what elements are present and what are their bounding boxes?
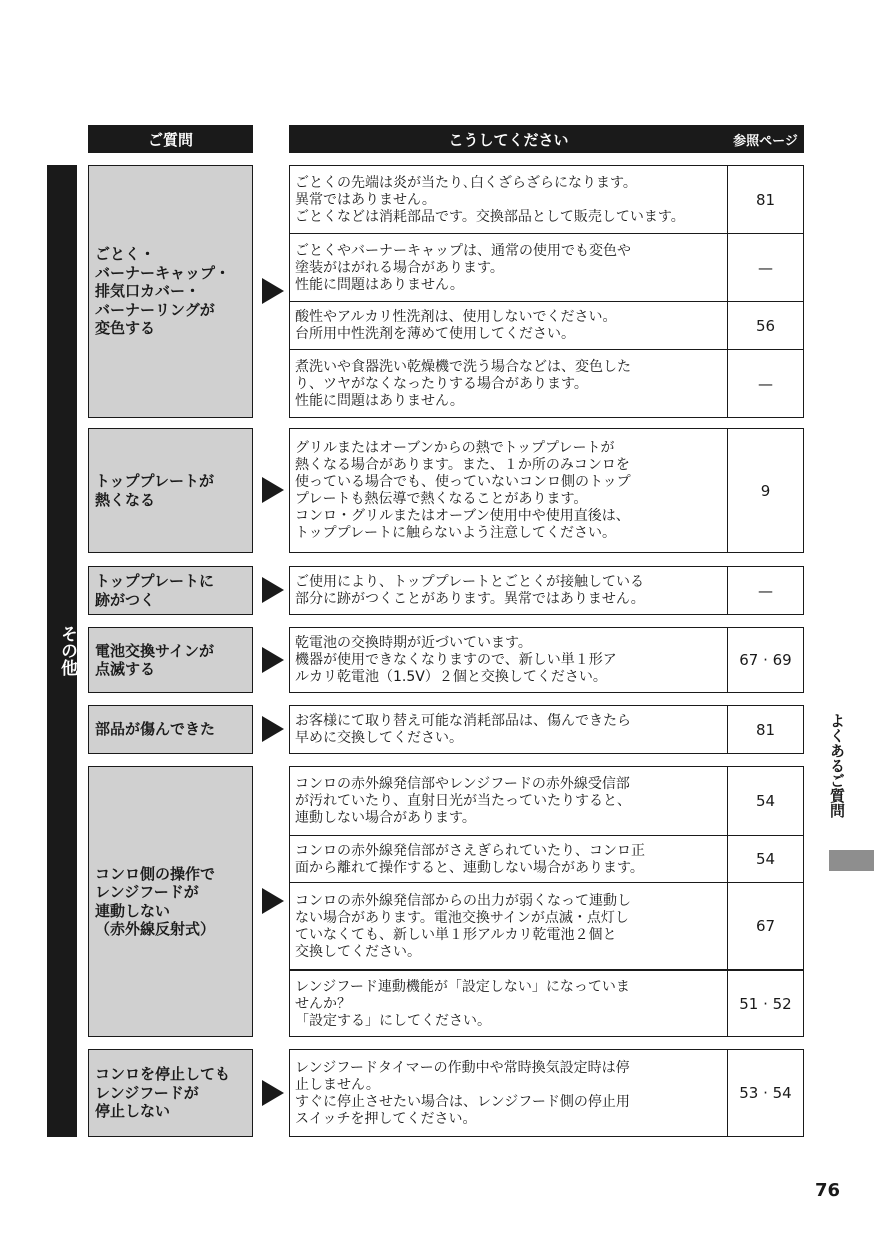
reference-page: 81 — [727, 705, 804, 754]
answer-cell: コンロの赤外線発信部からの出力が弱くなって連動し ない場合があります。電池交換サインが点滅・点灯し ていなくても、新しい単１形アルカリ乾電池２個と 交換してください。 — [289, 882, 728, 970]
reference-page: — — [727, 349, 804, 418]
answer-cell: コンロの赤外線発信部がさえぎられていたり、コンロ正 面から離れて操作すると、連動しない場合があります。 — [289, 835, 728, 883]
arrow-icon — [262, 278, 284, 304]
arrow-icon — [262, 477, 284, 503]
question-range-hood-not-stopping: コンロを停止しても レンジフードが 停止しない — [88, 1049, 253, 1137]
arrow-icon — [262, 647, 284, 673]
question-discoloration: ごとく・ バーナーキャップ・ 排気口カバー・ バーナーリングが 変色する — [88, 165, 253, 418]
answer-cell: コンロの赤外線発信部やレンジフードの赤外線受信部 が汚れていたり、直射日光が当たっていたりすると、 連動しない場合があります。 — [289, 766, 728, 836]
question-top-plate-marks: トッププレートに 跡がつく — [88, 566, 253, 615]
question-top-plate-hot: トッププレートが 熱くなる — [88, 428, 253, 553]
reference-page: 54 — [727, 766, 804, 836]
faq-tab-label: よくあるご質問 — [828, 713, 846, 818]
question-battery-sign: 電池交換サインが 点滅する — [88, 627, 253, 693]
answer-cell: グリルまたはオーブンからの熱でトッププレートが 熱くなる場合があります。また、１か所のみコンロを 使っている場合でも、使っていないコンロ側のトップ プレートも熱伝導で熱くなることがあります。 コンロ・グリルまたはオーブン使用中や使用直後は、 トッププレートに触らないよう注意してください。 — [289, 428, 728, 553]
reference-page: 53 · 54 — [727, 1049, 804, 1137]
reference-page: 51 · 52 — [727, 969, 804, 1037]
question-range-hood-not-linked: コンロ側の操作で レンジフードが 連動しない （赤外線反射式） — [88, 766, 253, 1037]
reference-page: 9 — [727, 428, 804, 553]
arrow-icon — [262, 577, 284, 603]
answer-cell: レンジフード連動機能が「設定しない」になっていま せんか？ 「設定する」にしてください。 — [289, 969, 728, 1037]
header-question: ご質問 — [88, 125, 253, 153]
reference-page: — — [727, 233, 804, 302]
answer-cell: 煮洗いや食器洗い乾燥機で洗う場合などは、変色した り、ツヤがなくなったりする場合があります。 性能に問題はありません。 — [289, 349, 728, 418]
answer-cell: 乾電池の交換時期が近づいています。 機器が使用できなくなりますので、新しい単１形ア ルカリ乾電池（1.5V）２個と交換してください。 — [289, 627, 728, 693]
reference-page: 67 — [727, 882, 804, 970]
header-reference-page: 参照ページ — [727, 125, 804, 153]
answer-cell: ごとくやバーナーキャップは、通常の使用でも変色や 塗装がはがれる場合があります。 性能に問題はありません。 — [289, 233, 728, 302]
reference-page: 56 — [727, 301, 804, 350]
arrow-icon — [262, 716, 284, 742]
reference-page: 67 · 69 — [727, 627, 804, 693]
arrow-icon — [262, 888, 284, 914]
arrow-icon — [262, 1080, 284, 1106]
answer-cell: ご使用により、トッププレートとごとくが接触している 部分に跡がつくことがあります。異常ではありません。 — [289, 566, 728, 615]
question-parts-damaged: 部品が傷んできた — [88, 705, 253, 754]
section-label: その他 — [57, 625, 77, 676]
answer-cell: ごとくの先端は炎が当たり､白くざらざらになります。 異常ではありません。 ごとくなどは消耗部品です。交換部品として販売しています。 — [289, 165, 728, 234]
faq-tab-marker — [829, 850, 874, 871]
reference-page: 54 — [727, 835, 804, 883]
answer-cell: 酸性やアルカリ性洗剤は、使用しないでください。 台所用中性洗剤を薄めて使用してください。 — [289, 301, 728, 350]
page-number: 76 — [815, 1180, 841, 1201]
answer-cell: レンジフードタイマーの作動中や常時換気設定時は停 止しません。 すぐに停止させたい場合は、レンジフード側の停止用 スイッチを押してください。 — [289, 1049, 728, 1137]
reference-page: — — [727, 566, 804, 615]
header-action: こうしてください — [289, 125, 728, 153]
reference-page: 81 — [727, 165, 804, 234]
answer-cell: お客様にて取り替え可能な消耗部品は、傷んできたら 早めに交換してください。 — [289, 705, 728, 754]
